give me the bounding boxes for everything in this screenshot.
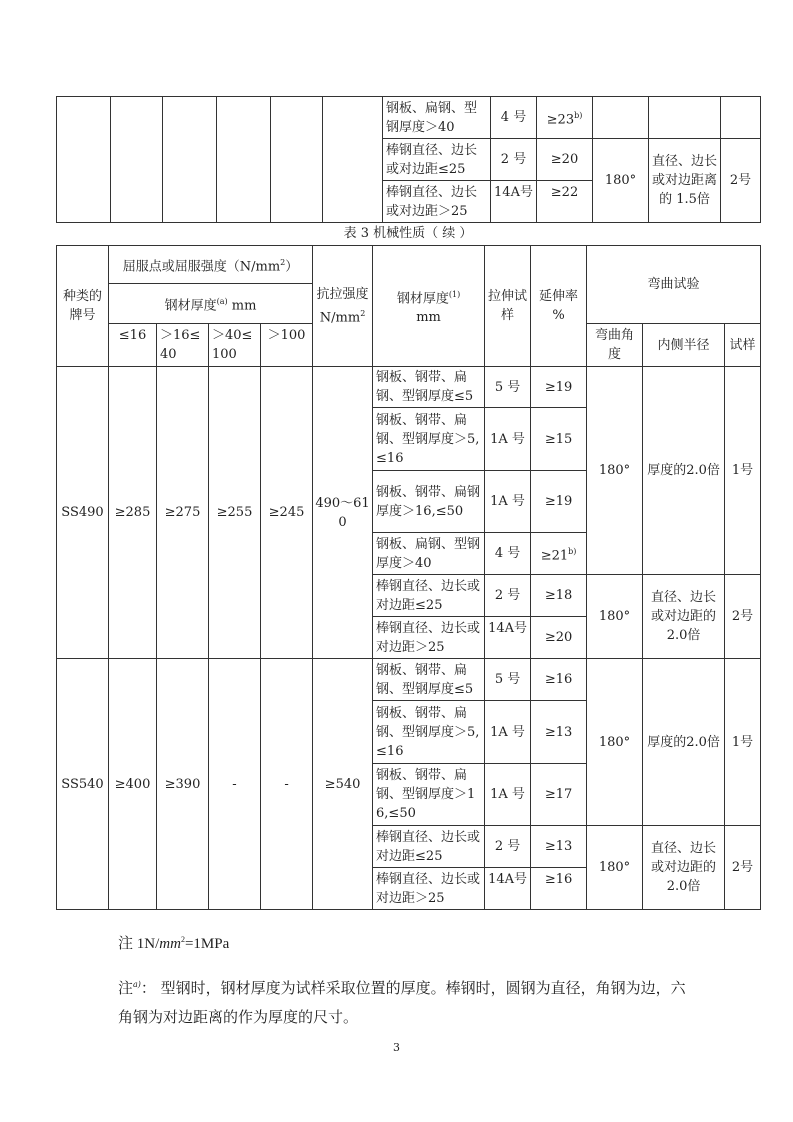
tensile-cell: 490～610 xyxy=(313,367,373,659)
specimen-cell: 1A 号 xyxy=(485,764,531,826)
yield-cell: - xyxy=(261,659,313,910)
bend-angle-header: 弯曲角度 xyxy=(587,324,643,367)
footnote-mark: b) xyxy=(568,546,577,556)
empty-cell xyxy=(593,97,649,139)
elongation-cell: ≥20 xyxy=(531,617,587,659)
thickness-cell: 钢板、钢带、扁钢、型钢厚度≤5 xyxy=(373,659,485,701)
tensile-header: 抗拉强度 $N/mm^2$ xyxy=(313,246,373,367)
empty-cell xyxy=(721,97,761,139)
grade-cell: SS540 xyxy=(57,659,109,910)
elongation-cell: ≥15 xyxy=(531,408,587,471)
specimen-cell: 4 号 xyxy=(485,533,531,575)
thickness-cell: 钢板、钢带、扁钢厚度＞16,≤50 xyxy=(373,471,485,533)
thickness-header: 钢材厚度$^{(1)}$ mm xyxy=(373,246,485,367)
t-range-header: ＞100 xyxy=(261,324,313,367)
bend-specimen-cell: 1号 xyxy=(725,367,761,575)
thickness-cell: 钢板、钢带、扁钢、型钢厚度＞16,≤50 xyxy=(373,764,485,826)
elongation-cell: ≥22 xyxy=(537,181,593,223)
table-caption: 表 3 机械性质（ 续 ） xyxy=(343,226,473,241)
empty-cell xyxy=(111,97,163,223)
specimen-cell: 1A 号 xyxy=(485,471,531,533)
specimen-cell: 1A 号 xyxy=(485,701,531,764)
thickness-note: 注$^{a)}$： 型钢时，钢材厚度为试样采取位置的厚度。棒钢时，圆钢为直径，角钢为边，六角钢为对边距离的作为厚度的尺寸。 xyxy=(118,979,686,1026)
specimen-cell: 14A号 xyxy=(485,617,531,659)
elongation-cell: ≥19 xyxy=(531,367,587,408)
elongation-cell: ≥13 xyxy=(531,826,587,868)
footnote-mark: a) xyxy=(133,980,141,989)
elongation-cell: ≥20 xyxy=(537,139,593,181)
thickness-cell: 棒钢直径、边长或对边距≤25 xyxy=(373,575,485,617)
bend-angle-cell: 180° xyxy=(587,659,643,826)
yield-cell: ≥275 xyxy=(157,367,209,659)
elongation-header: 延伸率 % xyxy=(531,246,587,367)
elongation-cell: $\ge 21^{b)}$ xyxy=(531,533,587,575)
elongation-cell: ≥16 xyxy=(531,868,587,910)
unit-note: 注 $1N/mm^2=1MPa$ xyxy=(118,935,230,952)
thickness-a-header: 钢材厚度$^{(a)}$ mm xyxy=(109,284,313,324)
thickness-cell: 钢板、钢带、扁钢、型钢厚度≤5 xyxy=(373,367,485,408)
bend-specimen-cell: 2号 xyxy=(725,826,761,910)
specimen-cell: 2 号 xyxy=(491,139,537,181)
yield-cell: ≥255 xyxy=(209,367,261,659)
specimen-cell: 14A号 xyxy=(485,868,531,910)
empty-cell xyxy=(323,97,383,223)
specimen-cell: 1A 号 xyxy=(485,408,531,471)
thickness-cell: 钢板、钢带、扁钢、型钢厚度＞5,≤16 xyxy=(373,408,485,471)
thickness-cell: 钢板、扁钢、型钢厚度＞40 xyxy=(383,97,491,139)
bend-angle-cell: 180° xyxy=(587,575,643,659)
bend-angle-cell: 180° xyxy=(587,826,643,910)
inner-radius-cell: 厚度的2.0倍 xyxy=(643,367,725,575)
bend-specimen-header: 试样 xyxy=(725,324,761,367)
specimen-cell: 4 号 xyxy=(491,97,537,139)
thickness-cell: 钢板、钢带、扁钢、型钢厚度＞5,≤16 xyxy=(373,701,485,764)
t-range-header: ＞40≤100 xyxy=(209,324,261,367)
bend-angle-cell: 180° xyxy=(587,367,643,575)
thickness-cell: 钢板、扁钢、型钢厚度＞40 xyxy=(373,533,485,575)
bend-test-header: 弯曲试验 xyxy=(587,246,761,324)
thickness-cell: 棒钢直径、边长或对边距≤25 xyxy=(373,826,485,868)
continuation-table xyxy=(56,96,761,223)
empty-cell xyxy=(217,97,271,223)
tensile-cell: ≥540 xyxy=(313,659,373,910)
specimen-cell: 5 号 xyxy=(485,367,531,408)
inner-radius-cell: 直径、边长或对边距的 2.0倍 xyxy=(643,575,725,659)
bend-angle-cell: 180° xyxy=(593,139,649,223)
bend-specimen-cell: 1号 xyxy=(725,659,761,826)
empty-cell xyxy=(271,97,323,223)
thickness-cell: 棒钢直径、边长或对边距＞25 xyxy=(383,181,491,223)
bend-specimen-cell: 2号 xyxy=(721,139,761,223)
elongation-cell: ≥19 xyxy=(531,471,587,533)
grade-header: 种类的牌号 xyxy=(57,246,109,367)
elongation-cell: ≥18 xyxy=(531,575,587,617)
yield-cell: - xyxy=(209,659,261,910)
elongation-cell: ≥13 xyxy=(531,701,587,764)
elongation-cell: $\ge 23^{b)}$ xyxy=(537,97,593,139)
mechanical-properties-table xyxy=(56,245,761,910)
thickness-cell: 棒钢直径、边长或对边距≤25 xyxy=(383,139,491,181)
thickness-cell: 棒钢直径、边长或对边距＞25 xyxy=(373,868,485,910)
yield-cell: ≥390 xyxy=(157,659,209,910)
t-range-header: ＞16≤40 xyxy=(157,324,209,367)
empty-cell xyxy=(57,97,111,223)
elongation-cell: ≥17 xyxy=(531,764,587,826)
inner-radius-header: 内侧半径 xyxy=(643,324,725,367)
inner-radius-cell: 厚度的2.0倍 xyxy=(643,659,725,826)
footnote-mark: b) xyxy=(574,110,583,120)
yield-cell: ≥285 xyxy=(109,367,157,659)
yield-cell: ≥245 xyxy=(261,367,313,659)
specimen-cell: 2 号 xyxy=(485,575,531,617)
specimen-cell: 5 号 xyxy=(485,659,531,701)
thickness-cell: 棒钢直径、边长或对边距＞25 xyxy=(373,617,485,659)
elongation-cell: ≥16 xyxy=(531,659,587,701)
yield-cell: ≥400 xyxy=(109,659,157,910)
inner-radius-cell: 直径、边长或对边距离的 1.5倍 xyxy=(649,139,721,223)
bend-specimen-cell: 2号 xyxy=(725,575,761,659)
yield-header: 屈服点或屈服强度$(N/mm^2)$ xyxy=(109,246,313,284)
page-number: 3 xyxy=(393,1041,400,1054)
inner-radius-cell: 直径、边长或对边距的 2.0倍 xyxy=(643,826,725,910)
specimen-cell: 2 号 xyxy=(485,826,531,868)
specimen-header: 拉伸试样 xyxy=(485,246,531,367)
grade-cell: SS490 xyxy=(57,367,109,659)
empty-cell xyxy=(163,97,217,223)
t-range-header: ≤16 xyxy=(109,324,157,367)
specimen-cell: 14A号 xyxy=(491,181,537,223)
empty-cell xyxy=(649,97,721,139)
